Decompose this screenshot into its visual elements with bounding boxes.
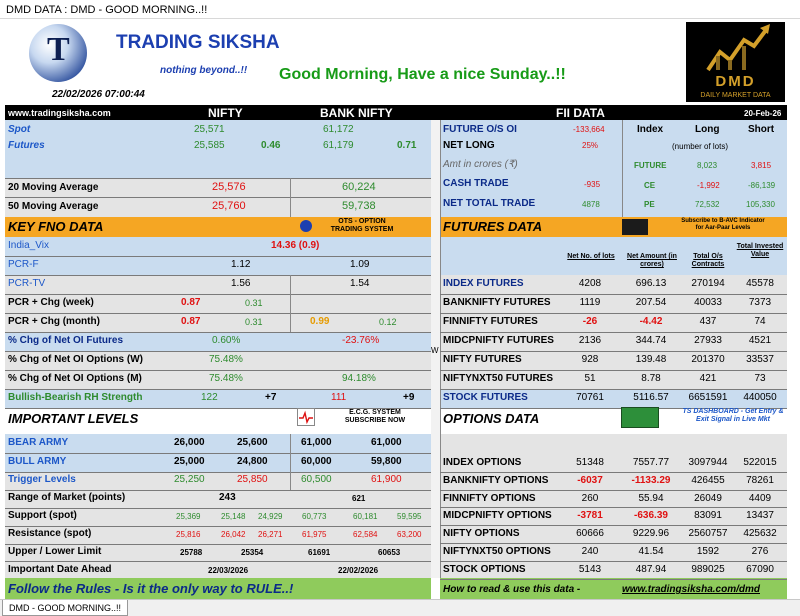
gridline — [5, 351, 431, 352]
amount-note: Amt in crores (₹) — [443, 159, 518, 170]
rh-label: Bullish-Bearish RH Strength — [8, 392, 143, 403]
ecg-icon — [297, 408, 315, 426]
bavc-badge[interactable]: Subscribe to B-AVC Indicator for Aar-Paar Levels — [681, 218, 765, 232]
row-lots: 4208 — [578, 278, 602, 289]
trigger-n1: 25,250 — [174, 474, 205, 485]
gridline — [440, 525, 787, 526]
sheet-tab[interactable]: DMD - GOOD MORNING..!! — [2, 600, 128, 616]
support-b1: 60,773 — [302, 512, 327, 521]
gridline — [440, 120, 441, 578]
row-contracts: 2560757 — [688, 528, 728, 540]
bear-n2: 25,600 — [237, 437, 268, 448]
futures-label: Futures — [8, 140, 45, 151]
row-lots: 928 — [581, 354, 599, 365]
gridline — [5, 178, 431, 179]
row-amount: 55.94 — [638, 492, 664, 504]
range-label: Range of Market (points) — [8, 492, 126, 503]
net-long-label: NET LONG — [443, 140, 495, 151]
ma50-banknifty: 59,738 — [342, 200, 376, 212]
row-lots: 240 — [581, 546, 599, 557]
brand-tagline: nothing beyond..!! — [160, 65, 248, 76]
sheet-tab-bar — [0, 599, 800, 616]
row-name: BANKNIFTY OPTIONS — [443, 474, 549, 486]
row-value: 4409 — [748, 492, 772, 504]
gridline — [5, 313, 431, 314]
fii-row-pe-long: 72,532 — [695, 200, 720, 209]
row-name: FINNIFTY FUTURES — [443, 316, 538, 327]
row-name: BANKNIFTY FUTURES — [443, 297, 551, 308]
futures-data-title: FUTURES DATA — [443, 219, 543, 234]
pcr-week-label: PCR + Chg (week) — [8, 297, 94, 308]
net-total-label: NET TOTAL TRADE — [443, 198, 536, 209]
fii-row-future-short: 3,815 — [751, 161, 772, 170]
gridline — [622, 120, 623, 217]
fii-row-ce-name: CE — [644, 181, 656, 190]
pcr-f-label: PCR-F — [8, 259, 39, 270]
india-vix-value: 14.36 (0.9) — [271, 240, 320, 251]
gridline — [440, 561, 787, 562]
brand-name: TRADING SIKSHA — [116, 32, 280, 53]
short-header: Short — [748, 124, 775, 135]
row-name: NIFTYNXT50 FUTURES — [443, 373, 554, 384]
pcr-month-nifty-chg: 0.31 — [245, 317, 263, 327]
col-contracts-header: Total O/s Contracts — [691, 253, 725, 269]
fii-row-future-name: FUTURE — [634, 161, 667, 170]
bull-b2: 59,800 — [371, 456, 402, 467]
row-value: 33537 — [746, 354, 774, 365]
limit-n2: 25354 — [241, 548, 264, 557]
row-lots: 260 — [581, 492, 599, 504]
support-b3: 59,595 — [397, 512, 422, 521]
futures-banknifty-diff: 0.71 — [397, 140, 417, 151]
limit-b1: 61691 — [308, 548, 331, 557]
chg-fut-nifty: 0.60% — [212, 335, 241, 346]
gridline — [290, 178, 291, 217]
spot-banknifty: 61,172 — [323, 124, 354, 135]
ots-badge[interactable]: OTS - OPTION TRADING SYSTEM — [330, 218, 394, 233]
col-net-lots-header: Net No. of lots — [567, 253, 615, 260]
gridline — [5, 490, 431, 491]
row-amount: 207.54 — [635, 297, 667, 308]
row-contracts: 40033 — [694, 297, 722, 308]
ts-dashboard-icon — [621, 407, 659, 428]
imp-date-banknifty: 22/02/2026 — [338, 566, 379, 575]
row-value: 73 — [754, 373, 766, 384]
gridline — [440, 370, 787, 371]
ts-dashboard-badge[interactable]: TS DASHBOARD - Get Entry & Exit Signal in Live Mkt — [682, 408, 784, 424]
gridline — [440, 543, 787, 544]
fii-header: FII DATA — [556, 106, 605, 120]
row-name: FINNIFTY OPTIONS — [443, 492, 536, 504]
spot-label: Spot — [8, 124, 31, 135]
chart-arrow-icon — [686, 22, 785, 78]
fii-row-pe-short: 105,330 — [746, 200, 775, 209]
imp-date-label: Important Date Ahead — [8, 564, 112, 575]
row-contracts: 26049 — [694, 492, 722, 504]
row-lots: 60666 — [576, 528, 604, 540]
rh-nifty-chg: +7 — [265, 392, 277, 403]
gridline — [290, 434, 291, 490]
ma20-banknifty: 60,224 — [342, 181, 376, 193]
gridline — [440, 294, 787, 295]
resistance-b1: 61,975 — [302, 530, 327, 539]
row-name: MIDCPNIFTY OPTIONS — [443, 510, 552, 522]
gridline — [440, 389, 787, 390]
window-title-bar — [0, 0, 800, 19]
banknifty-header: BANK NIFTY — [320, 106, 393, 120]
rh-banknifty: 111 — [331, 392, 347, 403]
row-amount: 9229.96 — [632, 528, 670, 540]
future-oi-value: -133,664 — [573, 125, 605, 134]
row-amount: 344.74 — [635, 335, 667, 346]
gridline — [440, 507, 787, 508]
row-value: 276 — [751, 546, 769, 557]
fii-row-ce-short: -86,139 — [748, 181, 776, 190]
support-b2: 60,181 — [353, 512, 378, 521]
row-amount: 8.78 — [641, 373, 661, 384]
row-contracts: 83091 — [694, 510, 722, 522]
ma50-nifty: 25,760 — [212, 200, 246, 212]
limit-n1: 25788 — [180, 548, 203, 557]
chg-opt-m-nifty: 75.48% — [209, 373, 243, 384]
rh-nifty: 122 — [201, 392, 218, 403]
bear-b2: 61,000 — [371, 437, 402, 448]
row-lots: 5143 — [578, 563, 602, 575]
row-name: MIDCPNIFTY FUTURES — [443, 335, 554, 346]
row-lots: 2136 — [578, 335, 602, 346]
index-header: Index — [637, 124, 664, 135]
gridline — [5, 332, 431, 333]
row-contracts: 201370 — [691, 354, 725, 365]
cash-trade-value: -935 — [584, 180, 601, 189]
row-value: 45578 — [746, 278, 774, 289]
support-n1: 25,369 — [176, 512, 201, 521]
chg-opt-m-label: % Chg of Net OI Options (M) — [8, 373, 142, 384]
row-value: 78261 — [746, 474, 774, 486]
row-value: 74 — [754, 316, 766, 327]
trigger-b1: 60,500 — [301, 474, 332, 485]
row-lots: -6037 — [577, 474, 603, 486]
fii-row-future-long: 8,023 — [697, 161, 718, 170]
ma20-label: 20 Moving Average — [8, 182, 99, 193]
lots-note: (number of lots) — [672, 142, 729, 151]
col-invested-header: Total Invested Value — [736, 243, 784, 259]
row-name: STOCK FUTURES — [443, 392, 528, 403]
stray-w: W — [431, 346, 439, 355]
gridline — [440, 490, 787, 491]
gridline — [5, 256, 431, 257]
india-vix-label: India_Vix — [8, 240, 49, 251]
logo-subtitle: DAILY MARKET DATA — [700, 92, 771, 99]
row-amount: 7557.77 — [632, 457, 670, 468]
ecg-badge[interactable]: E.C.G. SYSTEM SUBSCRIBE NOW — [344, 409, 406, 425]
row-amount: -636.39 — [634, 510, 668, 522]
gridline — [440, 332, 787, 333]
resistance-n1: 25,816 — [176, 530, 201, 539]
gridline — [440, 579, 787, 580]
resistance-n3: 26,271 — [258, 530, 283, 539]
greeting: Good Morning, Have a nice Sunday..!! — [279, 66, 566, 83]
support-label: Support (spot) — [8, 510, 77, 521]
futures-nifty: 25,585 — [194, 140, 225, 151]
resistance-n2: 26,042 — [221, 530, 246, 539]
levels-block — [5, 472, 431, 578]
row-value: 522015 — [743, 457, 777, 468]
row-contracts: 437 — [699, 316, 717, 327]
long-header: Long — [695, 124, 720, 135]
limit-label: Upper / Lower Limit — [8, 546, 102, 557]
row-value: 425632 — [743, 528, 777, 540]
gridline — [5, 508, 431, 509]
pcr-month-banknifty-chg: 0.12 — [379, 317, 397, 327]
gridline — [5, 472, 431, 473]
fii-row-pe-name: PE — [644, 200, 655, 209]
bull-n1: 25,000 — [174, 456, 205, 467]
fii-row-ce-long: -1,992 — [697, 181, 720, 190]
ecg-wave-icon — [298, 409, 314, 425]
gridline — [5, 370, 431, 371]
bear-n1: 26,000 — [174, 437, 205, 448]
gridline — [440, 313, 787, 314]
row-contracts: 421 — [699, 373, 717, 384]
pcr-week-nifty-chg: 0.31 — [245, 298, 263, 308]
ma50-label: 50 Moving Average — [8, 201, 99, 212]
resistance-b3: 63,200 — [397, 530, 422, 539]
chg-opt-w-label: % Chg of Net OI Options (W) — [8, 354, 143, 365]
row-contracts: 426455 — [691, 474, 725, 486]
rh-banknifty-chg: +9 — [403, 392, 415, 403]
chg-opt-m-banknifty: 94.18% — [342, 373, 376, 384]
header-bar — [5, 105, 787, 120]
resistance-b2: 62,584 — [353, 530, 378, 539]
gridline — [5, 275, 431, 276]
row-lots: 51348 — [576, 457, 604, 468]
limit-b2: 60653 — [378, 548, 401, 557]
rules-text: Follow the Rules - Is it the only way to RULE..! — [8, 581, 294, 596]
net-total-value: 4878 — [582, 200, 600, 209]
row-amount: 5116.57 — [633, 392, 669, 403]
row-contracts: 1592 — [696, 546, 720, 557]
nifty-header: NIFTY — [208, 106, 243, 120]
ots-icon — [300, 220, 312, 232]
row-amount: 139.48 — [635, 354, 667, 365]
dmd-sheet — [0, 19, 800, 599]
row-lots: 51 — [584, 373, 596, 384]
futures-nifty-diff: 0.46 — [261, 140, 281, 151]
row-amount: -1133.29 — [631, 474, 671, 486]
spot-nifty: 25,571 — [194, 124, 225, 135]
row-name: NIFTY FUTURES — [443, 354, 522, 365]
report-timestamp: 22/02/2026 07:00:44 — [52, 89, 145, 100]
options-data-title: OPTIONS DATA — [443, 411, 540, 426]
chg-fut-banknifty: -23.76% — [342, 335, 380, 346]
pcr-month-banknifty: 0.99 — [310, 316, 330, 327]
row-lots: 1119 — [579, 297, 601, 308]
gridline — [5, 294, 431, 295]
cash-trade-label: CASH TRADE — [443, 178, 509, 189]
row-value: 13437 — [746, 510, 774, 522]
resistance-label: Resistance (spot) — [8, 528, 92, 539]
trading-siksha-logo — [29, 24, 87, 82]
range-banknifty: 621 — [352, 494, 366, 503]
pcr-month-label: PCR + Chg (month) — [8, 316, 100, 327]
row-value: 4521 — [748, 335, 772, 346]
bavc-icon — [622, 219, 648, 235]
trigger-n2: 25,850 — [237, 474, 268, 485]
row-name: NIFTY OPTIONS — [443, 528, 520, 540]
row-contracts: 6651591 — [688, 392, 728, 403]
col-net-amount-header: Net Amount (in crores) — [627, 253, 677, 269]
imp-date-nifty: 22/03/2026 — [208, 566, 249, 575]
pcr-f-banknifty: 1.09 — [350, 259, 370, 270]
important-levels-title: IMPORTANT LEVELS — [8, 411, 139, 426]
bull-n2: 24,800 — [237, 456, 268, 467]
gridline — [5, 544, 431, 545]
gridline — [5, 526, 431, 527]
support-n2: 25,148 — [221, 512, 246, 521]
gridline — [5, 453, 431, 454]
key-fno-title: KEY FNO DATA — [8, 219, 104, 234]
pcr-tv-label: PCR-TV — [8, 278, 46, 289]
howto-text: How to read & use this data - — [443, 584, 581, 595]
row-contracts: 3097944 — [688, 457, 728, 468]
logo-glyph: T — [47, 31, 70, 68]
chg-opt-w-nifty: 75.48% — [209, 354, 243, 365]
gridline — [5, 389, 431, 390]
futures-banknifty: 61,179 — [323, 140, 354, 151]
row-amount: 41.54 — [638, 546, 664, 557]
row-value: 67090 — [746, 563, 774, 575]
dmd-logo — [686, 22, 785, 102]
ma20-nifty: 25,576 — [212, 181, 246, 193]
net-long-value: 25% — [582, 141, 599, 150]
row-value: 7373 — [748, 297, 772, 308]
pcr-month-nifty: 0.87 — [181, 316, 201, 327]
row-lots: 70761 — [576, 392, 604, 403]
chg-fut-label: % Chg of Net OI Futures — [8, 335, 123, 346]
bear-b1: 61,000 — [301, 437, 332, 448]
site-url[interactable]: www.tradingsiksha.com — [8, 108, 111, 118]
pcr-week-nifty: 0.87 — [181, 297, 201, 308]
row-value: 440050 — [743, 392, 777, 403]
row-lots: -26 — [582, 316, 598, 327]
gridline — [5, 561, 431, 562]
gridline — [290, 275, 291, 332]
row-name: NIFTYNXT50 OPTIONS — [443, 546, 551, 557]
pcr-tv-nifty: 1.56 — [231, 278, 251, 289]
gridline — [440, 351, 787, 352]
gridline — [440, 472, 787, 473]
row-contracts: 989025 — [691, 563, 725, 575]
row-amount: 696.13 — [635, 278, 667, 289]
row-contracts: 270194 — [691, 278, 725, 289]
logo-text: DMD — [715, 73, 756, 90]
bull-b1: 60,000 — [301, 456, 332, 467]
fii-date: 20-Feb-26 — [744, 109, 782, 118]
range-nifty: 243 — [219, 492, 236, 503]
future-oi-label: FUTURE O/S OI — [443, 124, 517, 135]
row-name: INDEX FUTURES — [443, 278, 524, 289]
trigger-b2: 61,900 — [371, 474, 402, 485]
row-name: STOCK OPTIONS — [443, 563, 526, 575]
bear-army-label: BEAR ARMY — [8, 437, 69, 448]
trigger-label: Trigger Levels — [8, 474, 76, 485]
row-lots: -3781 — [577, 510, 603, 522]
dmd-link[interactable]: www.tradingsiksha.com/dmd — [622, 584, 760, 595]
row-amount: 487.94 — [635, 563, 667, 575]
support-n3: 24,929 — [258, 512, 283, 521]
bull-army-label: BULL ARMY — [8, 456, 67, 467]
window-title: DMD DATA : DMD - GOOD MORNING..!! — [6, 4, 208, 16]
pcr-f-nifty: 1.12 — [231, 259, 251, 270]
row-contracts: 27933 — [694, 335, 722, 346]
pcr-tv-banknifty: 1.54 — [350, 278, 370, 289]
row-name: INDEX OPTIONS — [443, 457, 522, 468]
row-amount: -4.42 — [639, 316, 663, 327]
gridline — [5, 197, 431, 198]
